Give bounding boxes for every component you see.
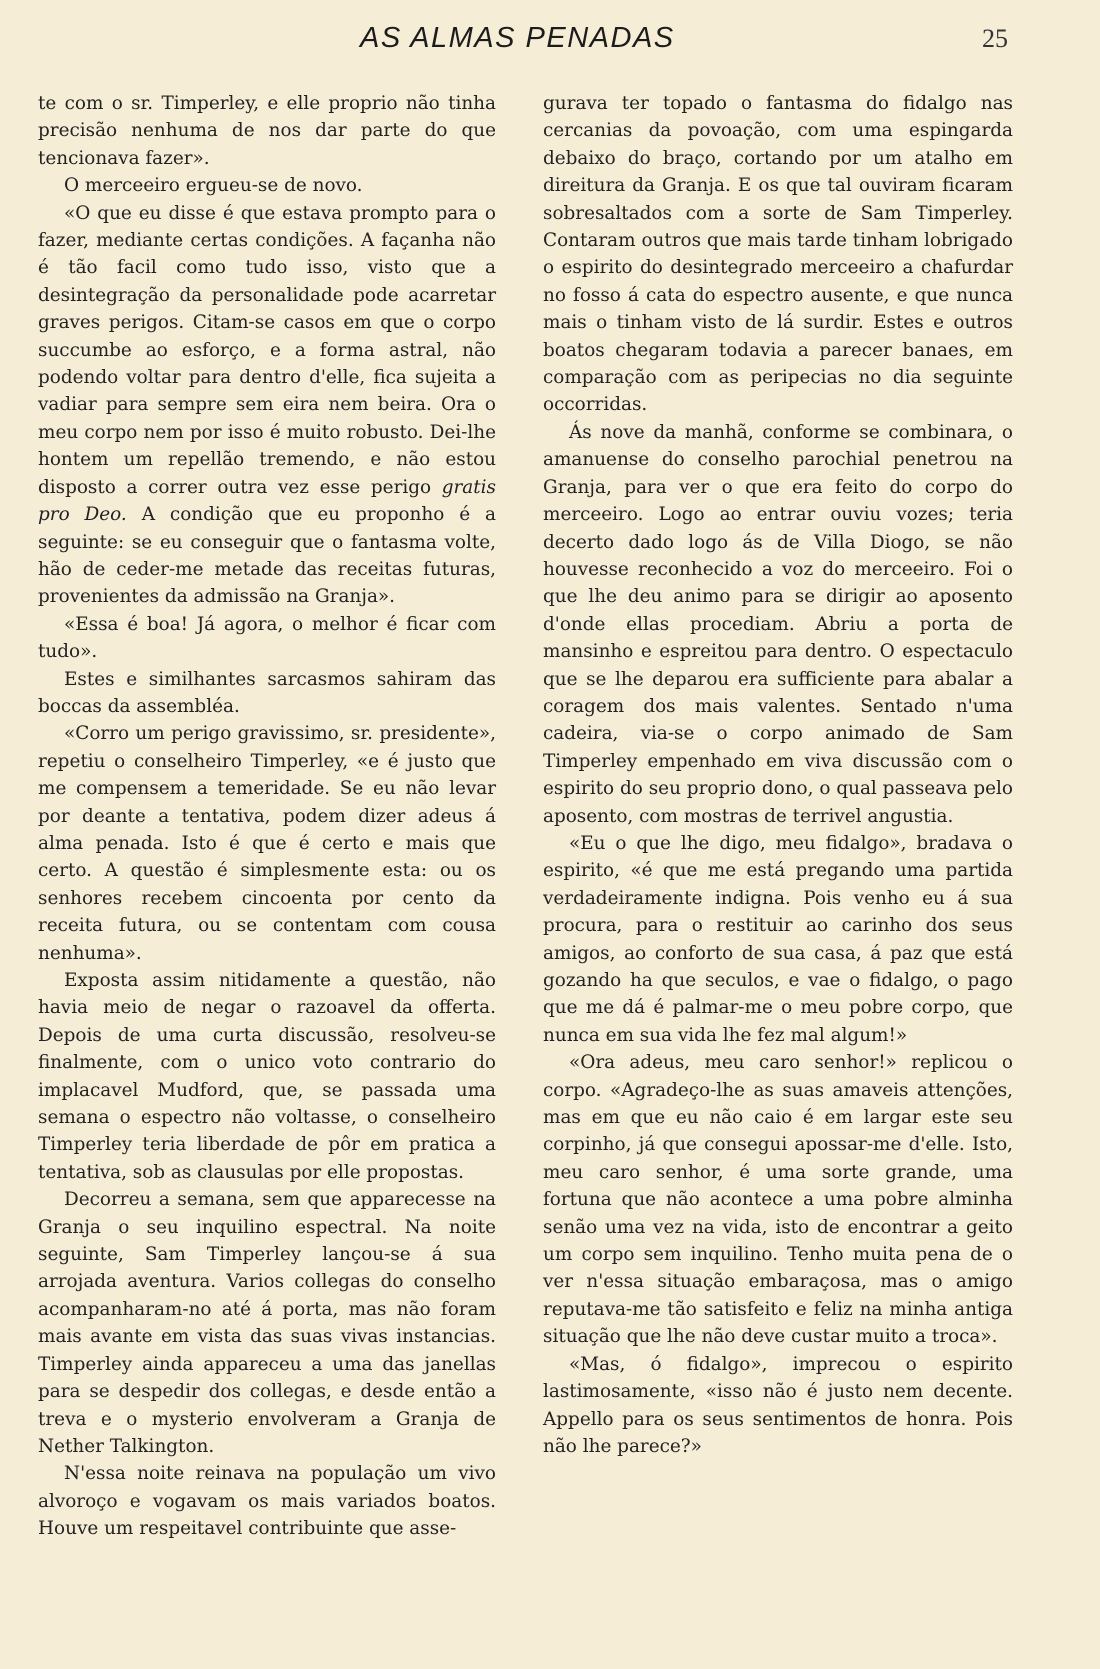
left-column [38, 90, 496, 1543]
page-number: 25 [982, 24, 1008, 53]
paragraph: «Essa é boa! Já agora, o melhor é ficar com tudo». [38, 613, 496, 663]
paragraph: N'essa noite reinava na população um vivo alvoroço e vogavam os mais variados boatos. Houve um respeitavel contribuinte que asse- [38, 1463, 496, 1540]
paragraph: Ás nove da manhã, conforme se combinara, o amanuense do conselho parochial penetrou na Granja, para ver o que era feito do corpo do merceeiro. Logo ao entrar ouviu vozes; teria decerto dado logo ás de Villa Diogo, se não houvesse reconhecido a voz do merceeiro. Foi o que lhe deu animo para se dirigir ao aposento d'onde ellas procediam. Abriu a porta de mansinho e espreitou para dentro. O espectaculo que se lhe deparou era sufficiente para abalar a coragem dos mais valentes. Sentado n'uma cadeira, via-se o corpo animado de Sam Timperley empenhado em viva discussão com o espirito do seu proprio dono, o qual passeava pelo aposento, com mostras de terrivel angustia. [543, 421, 1013, 827]
paragraph: Estes e similhantes sarcasmos sahiram das boccas da assembléa. [38, 668, 496, 717]
paragraph: O merceeiro ergueu-se de novo. [64, 175, 363, 197]
page-header [0, 22, 1100, 62]
latin-phrase: gratis pro Deo. [38, 476, 496, 526]
running-title: AS ALMAS PENADAS [360, 22, 675, 54]
paragraph: Decorreu a semana, sem que apparecesse na Granja o seu inquilino espectral. Na noite seguinte, Sam Timperley lançou-se á sua arrojada aventura. Varios collegas do conselho acompanharam-no até á porta, mas não foram mais avante em vista das suas vivas instancias. Timperley ainda appareceu a uma das janellas para se despedir dos collegas, e desde então a treva e o mysterio envolveram a Granja de Nether Talkington. [38, 1189, 496, 1457]
right-column [543, 90, 1013, 1460]
paragraph: gurava ter topado o fantasma do fidalgo nas cercanias da povoação, com uma espingarda debaixo do braço, cortando por um atalho em direitura da Granja. E os que tal ouviram ficaram sobresaltados com a sorte de Sam Timperley. Contaram outros que mais tarde tinham lobrigado o espirito do desintegrado merceeiro a chafurdar no fosso á cata do espectro ausente, e que nunca mais o tinham visto de lá surdir. Estes e outros boatos chegaram todavia a parecer banaes, em comparação com as peripecias no dia seguinte occorridas. [543, 93, 1013, 416]
paragraph: «Corro um perigo gravissimo, sr. presidente», repetiu o conselheiro Timperley, «e é justo que me compensem a temeridade. Se eu não levar por deante a tentativa, podem dizer adeus á alma penada. Isto é que é certo e mais que certo. A questão é simplesmente esta: ou os senhores recebem cincoenta por cento da receita futura, ou se contentam com cousa nenhuma». [38, 723, 496, 964]
paragraph: te com o sr. Timperley, e elle proprio não tinha precisão nenhuma de nos dar parte do que tencionava fazer». [38, 93, 496, 169]
paragraph-text: «O que eu disse é que estava prompto para o fazer, mediante certas condições. A façanha não é tão facil como tudo isso, visto que a desintegração da personalidade pode acarretar graves perigos. Citam-se casos em que o corpo succumbe ao esforço, e a forma astral, não podendo voltar para dentro d'elle, fica sujeita a vadiar para sempre sem eira nem beira. Ora o meu corpo nem por isso é muito robusto. Dei-lhe hontem um repellão tremendo, e não estou disposto a correr outra vez esse perigo [38, 202, 496, 498]
paragraph: «Eu o que lhe digo, meu fidalgo», bradava o espirito, «é que me está pregando uma partida verdadeiramente indigna. Pois venho eu á sua procura, para o restituir ao carinho dos seus amigos, ao conforto de sua casa, á paz que está gozando ha que seculos, e vae o fidalgo, o pago que me dá é palmar-me o meu pobre corpo, que nunca em sua vida lhe fez mal algum!» [543, 832, 1013, 1046]
paragraph: «Mas, ó fidalgo», imprecou o espirito lastimosamente, «isso não é justo nem decente. Appello para os seus sentimentos de honra. Pois não lhe parece?» [543, 1353, 1013, 1457]
paragraph [38, 200, 496, 611]
paragraph-text: A condição que eu proponho é a seguinte: se eu conseguir que o fantasma volte, hão de ceder-me metade das receitas futuras, provenientes da admissão na Granja». [38, 504, 496, 608]
paragraph: Exposta assim nitidamente a questão, não havia meio de negar o razoavel da offerta. Depois de uma curta discussão, resolveu-se finalmente, com o unico voto contrario do implacavel Mudford, que, se passada uma semana o espectro não voltasse, o conselheiro Timperley teria liberdade de pôr em pratica a tentativa, sob as clausulas por elle propostas. [38, 970, 496, 1183]
paragraph: «Ora adeus, meu caro senhor!» replicou o corpo. «Agradeço-lhe as suas amaveis attenções, mas em que eu não caio é em largar este seu corpinho, já que consegui apossar-me d'elle. Isto, meu caro senhor, é uma sorte grande, uma fortuna que não acontece a uma pobre alminha senão uma vez na vida, isto de encontrar a geito um corpo sem inquilino. Tenho muita pena de o ver n'essa situação embaraçosa, mas o amigo reputava-me tão satisfeito e feliz na minha antiga situação que lhe não deve custar muito a troca». [543, 1052, 1013, 1348]
